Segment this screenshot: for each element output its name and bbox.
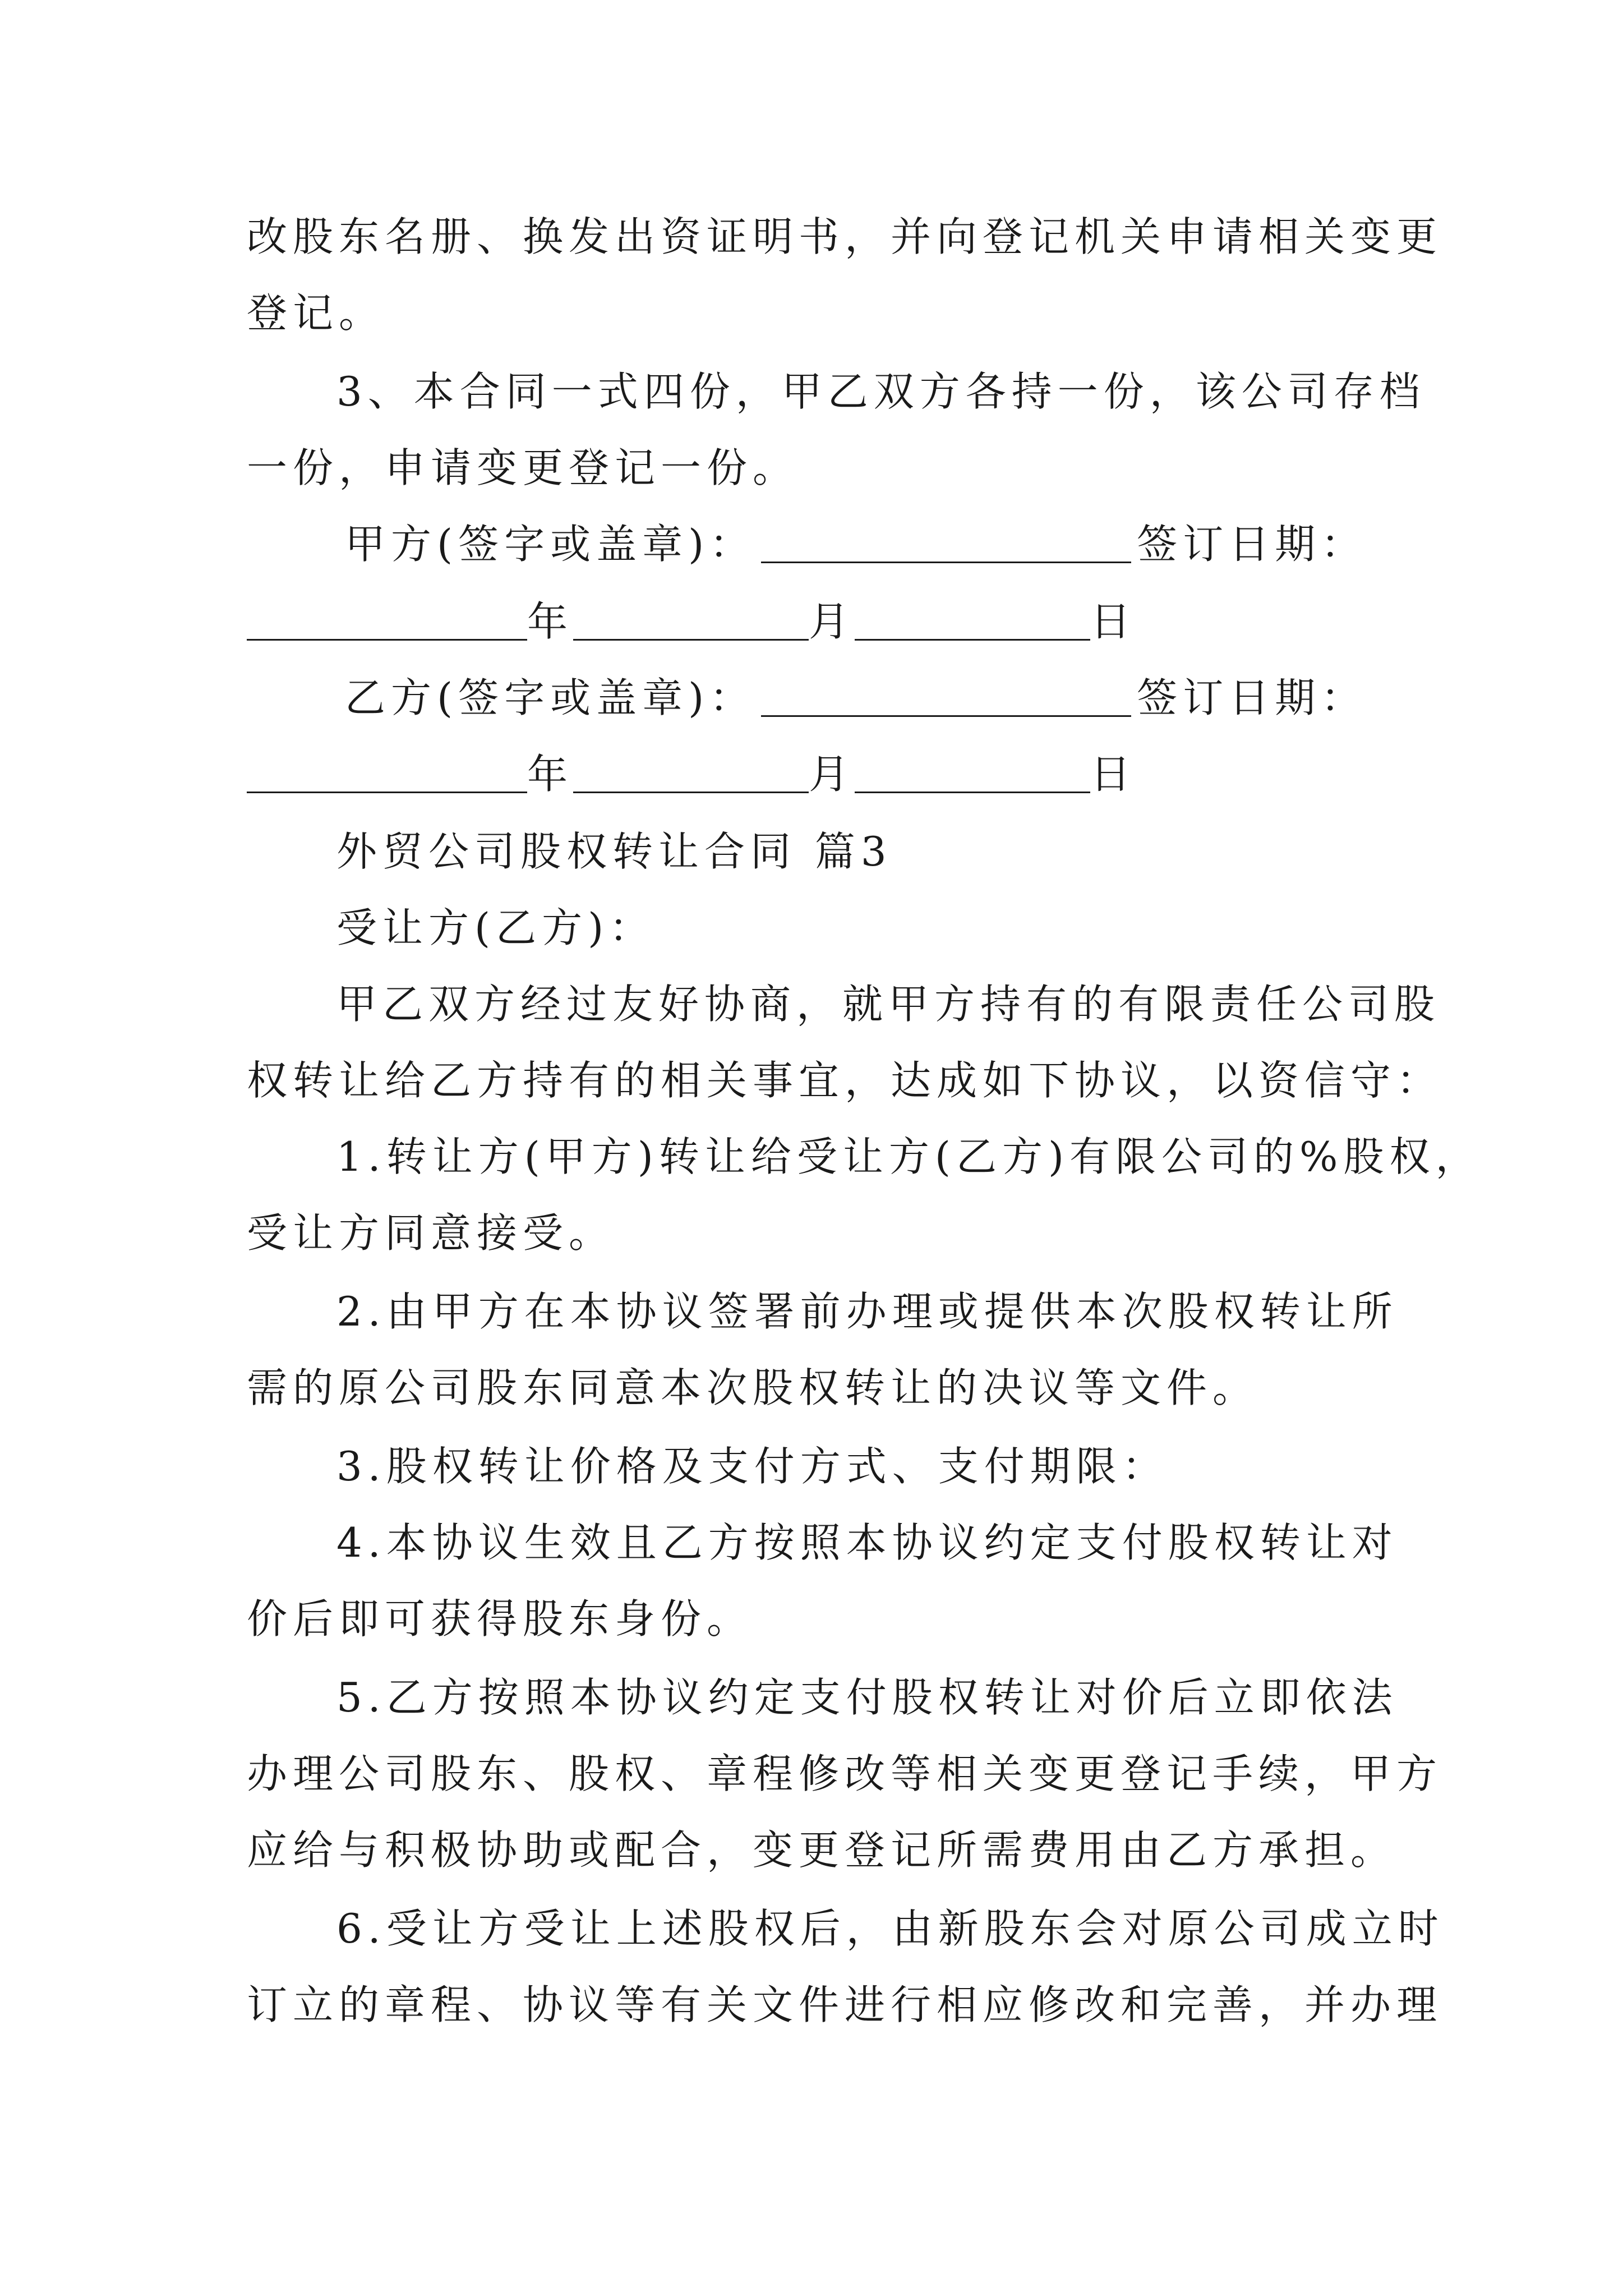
day-blank (855, 748, 1090, 793)
clause-line: 6.受让方受让上述股权后，由新股东会对原公司成立时 (336, 1905, 1444, 1952)
year-label: 年 (527, 751, 574, 798)
month-label: 月 (809, 751, 855, 798)
paragraph-line: 登记。 (247, 289, 385, 337)
clause-line: 订立的章程、协议等有关文件进行相应修改和完善，并办理 (247, 1981, 1443, 2028)
clause-line: 2.由甲方在本协议签署前办理或提供本次股权转让所 (336, 1288, 1398, 1335)
month-blank (573, 595, 809, 641)
day-label: 日 (1090, 598, 1137, 645)
party-a-signature-row (345, 516, 1367, 572)
clause-line: 3.股权转让价格及支付方式、支付期限： (336, 1443, 1168, 1490)
clause-line: 1.转让方(甲方)转让给受让方(乙方)有限公司的%股权， (336, 1133, 1482, 1180)
clause-line: 4.本协议生效且乙方按照本协议约定支付股权转让对 (336, 1519, 1398, 1566)
party-a-signature-blank (761, 518, 1131, 563)
day-blank (855, 595, 1090, 641)
month-blank (573, 748, 809, 793)
clause-line: 需的原公司股东同意本次股权转让的决议等文件。 (247, 1364, 1259, 1411)
paragraph-line: 甲乙双方经过友好协商，就甲方持有的有限责任公司股 (336, 981, 1441, 1028)
party-b-signature-row (345, 670, 1367, 726)
assignee-label: 受让方(乙方)： (336, 904, 656, 951)
signing-date-label: 签订日期： (1137, 521, 1367, 568)
paragraph-line: 3、本合同一式四份，甲乙双方各持一份，该公司存档 (336, 368, 1426, 415)
clause-line: 受让方同意接受。 (247, 1209, 615, 1257)
clause-line: 办理公司股东、股权、章程修改等相关变更登记手续，甲方 (247, 1750, 1443, 1797)
party-b-signature-blank (761, 671, 1131, 717)
signing-date-label: 签订日期： (1137, 674, 1367, 721)
clause-line: 应给与积极协助或配合，变更登记所需费用由乙方承担。 (247, 1826, 1397, 1874)
year-blank (247, 595, 527, 641)
day-label: 日 (1090, 751, 1137, 798)
paragraph-line: 改股东名册、换发出资证明书，并向登记机关申请相关变更 (247, 213, 1443, 260)
clause-line: 5.乙方按照本协议约定支付股权转让对价后立即依法 (336, 1674, 1398, 1721)
paragraph-line: 一份，申请变更登记一份。 (247, 444, 799, 491)
section-title: 外贸公司股权转让合同 篇3 (336, 828, 892, 875)
party-b-date-row (247, 746, 1136, 802)
party-b-label: 乙方(签字或盖章)： (345, 674, 756, 721)
party-a-date-row (247, 593, 1136, 650)
clause-line: 价后即可获得股东身份。 (247, 1595, 753, 1642)
paragraph-line: 权转让给乙方持有的相关事宜，达成如下协议，以资信守： (247, 1057, 1443, 1104)
year-label: 年 (527, 598, 574, 645)
party-a-label: 甲方(签字或盖章)： (345, 521, 756, 568)
year-blank (247, 748, 527, 793)
month-label: 月 (809, 598, 855, 645)
